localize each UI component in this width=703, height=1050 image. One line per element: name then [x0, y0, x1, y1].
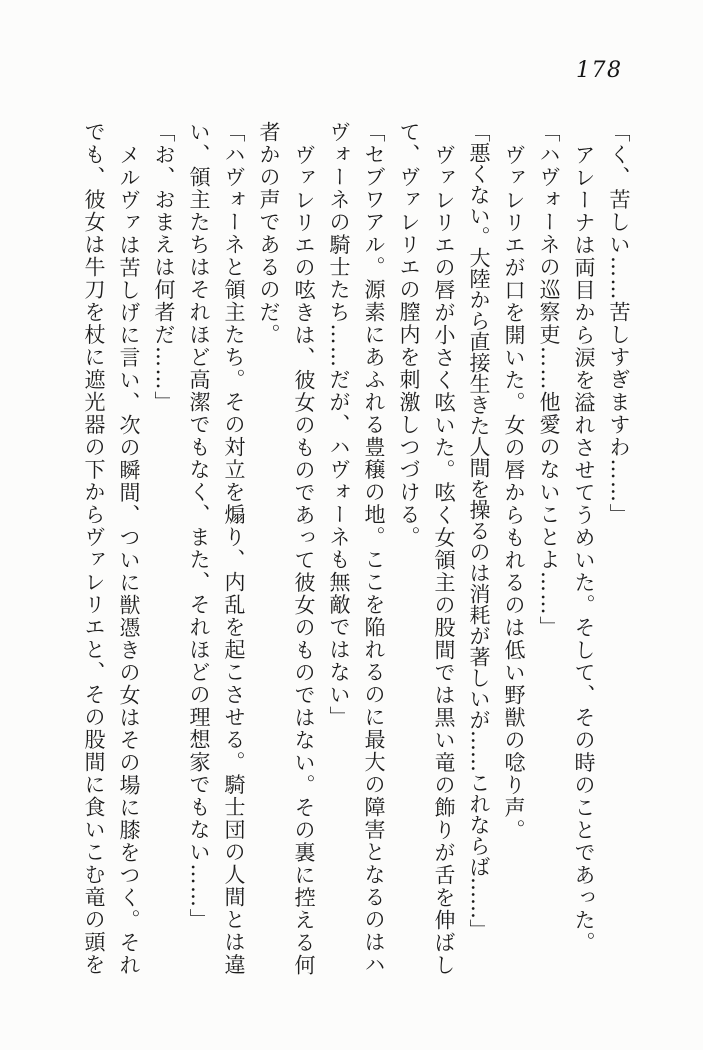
text-column: い、領主たちはそれほど高潔でもなく、また、それほどの理想家でもない……」	[187, 121, 211, 931]
text-column: 者かの声であるのだ。	[257, 121, 281, 346]
text-column: 「お、おまえは何者だ……」	[152, 121, 176, 414]
text-column: ヴァレリエの呟きは、彼女のものであって彼女のものではない。その裏に控える何	[292, 144, 316, 977]
text-column: て、ヴァレリエの膣内を刺激しつづける。	[397, 121, 421, 549]
text-column: 「セブワアル。源素にあふれる豊穣の地。ここを陥れるのに最大の障害となるのはハ	[362, 121, 386, 976]
text-column: ヴォーネの騎士たち……だが、ハヴォーネも無敵ではない」	[327, 121, 351, 729]
page-number: 178	[576, 58, 623, 83]
text-column: 「悪くない。大陸から直接生きた人間を操るのは消耗が著しいが……これならば……」	[467, 121, 491, 940]
text-column: でも、彼女は牛刀を杖に遮光器の下からヴァレリエと、その股間に食いこむ竜の頭を	[82, 121, 106, 976]
text-column: 「ハヴォーネの巡察吏……他愛のないことよ……」	[537, 121, 561, 639]
text-column: アレーナは両目から涙を溢れさせてうめいた。そして、その時のことであった。	[572, 144, 596, 954]
text-column: ヴァレリエが口を開いた。女の唇からもれるのは低い野獣の唸り声。	[502, 144, 526, 842]
text-column: 「く、苦しい……苦しすぎますわ……」	[607, 121, 631, 526]
page-text	[76, 121, 636, 981]
text-column: 「ハヴォーネと領主たち。その対立を煽り、内乱を起こさせる。騎士団の人間とは違	[222, 121, 246, 976]
text-column: メルヴァは苦しげに言い、次の瞬間、ついに獣憑きの女はその場に膝をつく。それ	[117, 144, 141, 977]
text-column: ヴァレリエの唇が小さく呟いた。呟く女領主の股間では黒い竜の飾りが舌を伸ばし	[432, 144, 456, 977]
